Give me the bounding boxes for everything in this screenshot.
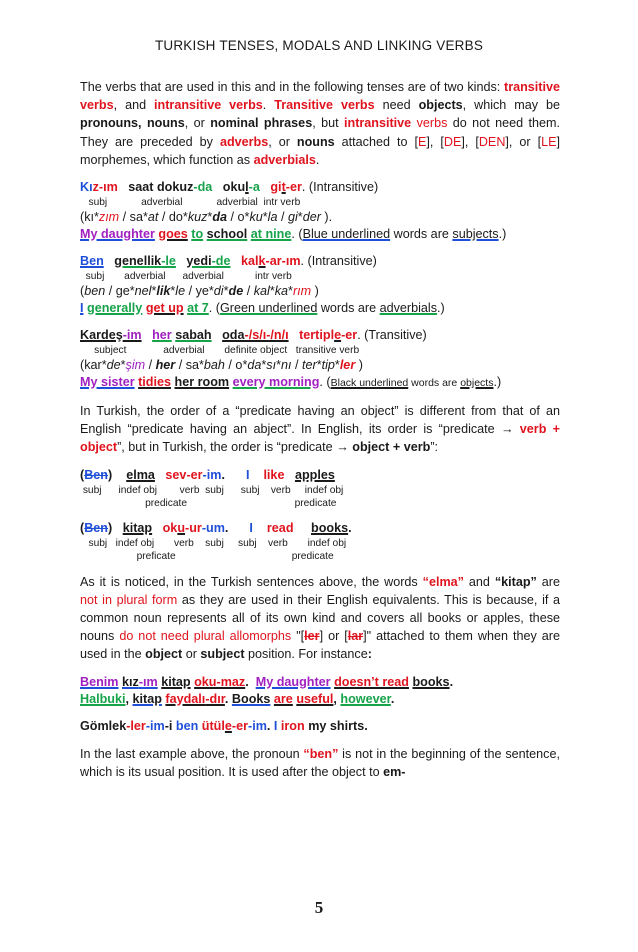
turkish-english-sentence [80, 467, 560, 484]
word: shirts [329, 718, 365, 733]
word: -ım [281, 254, 301, 269]
turkish-sentence [80, 179, 560, 196]
word: l [330, 328, 335, 343]
word: kitap [122, 520, 153, 535]
term-not-plural: not in plural form [80, 592, 178, 607]
syllable: / [243, 284, 254, 299]
syllable: tip [321, 358, 335, 373]
syllable: / [145, 358, 156, 373]
word: every morning [232, 375, 320, 390]
term-object-verb: object + verb [352, 440, 431, 455]
word: doesn’t read [334, 674, 409, 689]
syllable: de [228, 284, 244, 299]
word: .) [437, 301, 445, 316]
word: .) [493, 375, 502, 390]
syllable: de [106, 358, 121, 373]
word: generally [87, 301, 143, 316]
gloss-line: subj adverbial adverbial intr verb [80, 271, 292, 283]
syllable: rım [292, 284, 312, 299]
text-run: , or [184, 116, 211, 131]
ben-paragraph [80, 745, 560, 781]
syllable: ) [355, 358, 363, 373]
word: subjects [452, 227, 499, 242]
word: -/s/ı-/n/ı [244, 328, 289, 343]
word: Kardeş [80, 328, 123, 343]
word: useful [296, 691, 334, 706]
word: -ler [126, 718, 146, 733]
term-intransitive: intransitive [344, 116, 412, 131]
word: I [273, 718, 278, 733]
word: , [125, 691, 133, 706]
word: .) [498, 227, 507, 242]
word: saat dokuz [128, 180, 194, 195]
word: -ım [98, 180, 118, 195]
word: . ( [291, 227, 303, 242]
word: Ben [84, 467, 108, 482]
word: u [177, 520, 186, 535]
word: Halbuki [80, 691, 126, 706]
text-run: In the last example above, the pronoun [80, 746, 304, 761]
word: I [249, 520, 253, 535]
syllable: * [262, 210, 268, 225]
syllable: at [147, 210, 159, 225]
text-run: , and [113, 98, 155, 113]
word: tidies [138, 375, 172, 390]
syllable: le [175, 284, 186, 299]
text-run: The verbs that are used in this and in the following tenses are of two kinds: [80, 80, 504, 94]
word: ben [175, 718, 199, 733]
term-ben: “ben” [303, 746, 339, 761]
term-no-plural-allomorphs: do not need plural allomorphs [119, 629, 292, 644]
page-body [80, 78, 560, 791]
word: -er [341, 328, 358, 343]
text-run: "[ [291, 629, 305, 644]
syllable: ) [311, 284, 319, 299]
syllable: / sa* [175, 358, 204, 373]
syllable: (kar* [80, 358, 107, 373]
syllable: kuz [187, 210, 208, 225]
gloss-line: preficate predicate [80, 550, 334, 562]
word: sev [165, 467, 187, 482]
syllable: ( [80, 284, 85, 299]
word-order-paragraph [80, 402, 560, 457]
text-run: need [374, 98, 419, 113]
example-intransitive-2 [80, 253, 560, 317]
syllable: / [277, 210, 288, 225]
word: -ur [185, 520, 202, 535]
text-run: ”, but in Turkish, the order is “predicate [117, 440, 337, 455]
syllable: * [151, 284, 157, 299]
word: objects [460, 377, 494, 390]
word: kitap [132, 691, 162, 706]
morpheme-e: E [417, 134, 427, 149]
term-verbs: verbs [416, 116, 448, 131]
word: ( [80, 467, 85, 482]
word: Books [231, 691, 271, 706]
word: -a [248, 180, 260, 195]
syllable: la [267, 210, 278, 225]
text-run: ”: [430, 440, 439, 455]
word: -er [231, 718, 249, 733]
pronunciation-line [80, 283, 560, 300]
english-sentence [80, 374, 560, 392]
word: e [334, 328, 342, 343]
syllable: lik [156, 284, 171, 299]
pronunciation-line [80, 209, 560, 226]
word: apples [294, 467, 335, 482]
syllable: * [276, 358, 281, 373]
word: ütül [201, 718, 225, 733]
syllable: sı [266, 358, 277, 373]
syllable: şim [125, 358, 146, 373]
word: -er [285, 180, 302, 195]
syllable: / [291, 358, 302, 373]
syllable: * [120, 358, 126, 373]
word: My sister [80, 375, 135, 390]
term-transitive-verbs: Transitive verbs [274, 98, 375, 113]
syllable: kal [253, 284, 270, 299]
term-nouns: nouns [296, 134, 335, 149]
word: Blue underlined [302, 227, 391, 242]
text-run: position. For instance [244, 647, 368, 662]
term-pronouns-nouns: pronouns, nouns [80, 116, 185, 131]
example-benim-kizim [80, 674, 560, 708]
word: . [266, 718, 274, 733]
page-header: TURKISH TENSES, MODALS AND LINKING VERBS [154, 38, 484, 53]
word: gi [270, 180, 282, 195]
syllable: di [213, 284, 224, 299]
word: . [224, 520, 229, 535]
word: My daughter [255, 674, 331, 689]
sentence-line-1 [80, 674, 560, 691]
word: I [80, 301, 84, 316]
word: My daughter [80, 227, 155, 242]
text-run: , which may be [462, 98, 561, 113]
word: -de [211, 254, 231, 269]
word: to [191, 227, 204, 242]
word: . [348, 520, 352, 535]
syllable: da [247, 358, 262, 373]
example-elma [80, 467, 560, 510]
word: words are [390, 227, 453, 242]
text-run: do not need them. They are preceded by [80, 116, 560, 149]
syllable: ben [84, 284, 106, 299]
word: iron [280, 718, 305, 733]
english-sentence [80, 300, 560, 317]
word: -im [122, 328, 142, 343]
morpheme-de: DE [443, 134, 462, 149]
word: ) [108, 467, 113, 482]
text-run: ], [ [426, 134, 444, 149]
term-intransitive-verbs: intransitive verbs [154, 98, 263, 113]
morpheme-ler: ler [304, 629, 320, 644]
word: at 7 [187, 301, 209, 316]
syllable: ter [301, 358, 317, 373]
example-kitap [80, 520, 560, 563]
syllable: * [297, 210, 303, 225]
text-run: as they are used in their English equivalents. This is because, if a common noun represents all of its own kind and covers all books or apples, these nouns [80, 592, 561, 644]
word: . [224, 691, 232, 706]
word: her room [174, 375, 230, 390]
arrow-icon: → [500, 422, 514, 437]
syllable: gi [287, 210, 298, 225]
word: t [281, 180, 286, 195]
word: -ar [265, 254, 282, 269]
word: . [449, 674, 454, 689]
text-run: ], or [ [505, 134, 542, 149]
syllable: * [288, 284, 293, 299]
word: k [258, 254, 266, 269]
english-sentence [80, 226, 560, 243]
word: yedi [186, 254, 212, 269]
word: , [333, 691, 341, 706]
plural-paragraph [80, 573, 560, 664]
word: -i [164, 718, 173, 733]
gloss-line: subject adverbial definite object transitive verb [80, 345, 360, 357]
term-elma: “elma” [422, 574, 464, 589]
morpheme-le: LE [541, 134, 557, 149]
text-run: ] morphemes, which function as [80, 134, 560, 167]
syllable: nı [280, 358, 292, 373]
word: . [245, 674, 249, 689]
syllable: / ge* [105, 284, 135, 299]
word: ) [108, 520, 113, 535]
example-intransitive-1 [80, 179, 560, 243]
text-run: In Turkish, the order of a “predicate having an object” is different from that of an English “predicate having an abject”. In English, its order is “predicate [80, 404, 560, 437]
word: Kı [80, 180, 93, 195]
word: oku [222, 180, 246, 195]
word: . ( [208, 301, 220, 316]
word: . (Intransitive) [301, 180, 379, 195]
term-subject: subject [200, 647, 245, 662]
term-nominal-phrases: nominal phrases [210, 116, 313, 131]
text-run: ] or [ [319, 629, 348, 644]
syllable: / ye* [185, 284, 214, 299]
term-adverbs: adverbs [219, 134, 269, 149]
syllable: / sa* [119, 210, 148, 225]
text-run: . [315, 152, 320, 167]
text-run: em- [383, 764, 406, 779]
word: read [266, 520, 294, 535]
word: oku [194, 674, 217, 689]
turkish-english-sentence [80, 520, 560, 537]
word: however [340, 691, 391, 706]
gloss-line: subj adverbial adverbial intr verb [80, 197, 301, 209]
syllable: ). [320, 210, 333, 225]
word: . [221, 467, 225, 482]
syllable: * [316, 358, 322, 373]
syllable: * [170, 284, 176, 299]
word: -im [248, 718, 267, 733]
text-run: , or [268, 134, 297, 149]
word: -da [193, 180, 213, 195]
syllable: ler [339, 358, 356, 373]
term-object: object [145, 647, 183, 662]
term-transitive-verbs: transitive verbs [80, 80, 560, 113]
text-run: . [262, 98, 275, 113]
syllable: / o* [224, 358, 248, 373]
syllable: zım [98, 210, 120, 225]
syllable: * [334, 358, 340, 373]
word: words are [317, 301, 380, 316]
word: oda [222, 328, 245, 343]
gloss-line: subj indef obj verb subj subj verb indef obj [80, 484, 344, 496]
word: z [92, 180, 99, 195]
word: -le [161, 254, 176, 269]
word: books [311, 520, 349, 535]
word: Ben [80, 254, 104, 269]
syllable: * [207, 210, 213, 225]
word: are [273, 691, 293, 706]
pronunciation-line [80, 357, 560, 374]
word: her [152, 328, 172, 343]
text-run: ]" attached to them when they are used in the [80, 629, 561, 662]
morpheme-den: DEN [478, 134, 506, 149]
syllable: her [155, 358, 176, 373]
gloss-line: predicate predicate [80, 497, 337, 509]
word: . ( [319, 375, 331, 390]
word: . (Intransitive) [300, 254, 377, 269]
syllable: ku [249, 210, 263, 225]
word: faydalı [165, 691, 206, 706]
word: l [245, 180, 249, 195]
syllable: der [302, 210, 321, 225]
page-number: 5 [314, 898, 324, 917]
gloss-line: subj indef obj verb subj subj verb indef obj [80, 537, 347, 549]
word: Ben [84, 520, 108, 535]
syllable: bah [203, 358, 225, 373]
word: goes [158, 227, 188, 242]
word: I [245, 467, 250, 482]
word: kız [122, 674, 139, 689]
word: adverbials [379, 301, 438, 316]
word: Green underlined [220, 301, 318, 316]
word: e [224, 718, 232, 733]
term-verb-object: verb + object [80, 422, 561, 455]
syllable: da [212, 210, 228, 225]
word: Benim [80, 674, 119, 689]
word: ( [80, 520, 85, 535]
syllable: / do* [158, 210, 188, 225]
syllable: * [261, 358, 267, 373]
word: get up [145, 301, 184, 316]
term-adverbials: adverbials [253, 152, 316, 167]
intro-paragraph [80, 78, 560, 169]
word: kitap [161, 674, 191, 689]
word: kal [241, 254, 259, 269]
word: -maz [216, 674, 246, 689]
syllable: (kı* [80, 210, 99, 225]
syllable: * [223, 284, 229, 299]
text-run: and [463, 574, 495, 589]
word: tertip [299, 328, 331, 343]
word: -dır [205, 691, 225, 706]
word: books [412, 674, 450, 689]
word: like [263, 467, 285, 482]
word: . [364, 718, 368, 733]
word: . [390, 691, 395, 706]
text-run: is not in the beginning of the sentence, which is its usual position. It is used after the object to [80, 746, 560, 779]
word: words are [408, 377, 461, 390]
word: ok [162, 520, 178, 535]
word: Black underlined [330, 377, 409, 390]
term-objects: objects [418, 98, 463, 113]
word: -ım [138, 674, 158, 689]
word: genellik [114, 254, 162, 269]
text-run: As it is noticed, in the Turkish sentences above, the words [80, 574, 423, 589]
word: sabah [175, 328, 212, 343]
word: Gömlek [80, 718, 127, 733]
term-kitap: “kitap” [494, 574, 537, 589]
word: -im [145, 718, 165, 733]
word: -er [186, 467, 203, 482]
word: elma [126, 467, 155, 482]
sentence-line-2 [80, 691, 560, 708]
turkish-sentence [80, 253, 560, 270]
text-run: , but [312, 116, 344, 131]
text-run: or [182, 647, 201, 662]
word: school [206, 227, 248, 242]
syllable: nel [134, 284, 152, 299]
word: my [308, 718, 327, 733]
text-run: : [367, 647, 372, 662]
syllable: ka [274, 284, 289, 299]
example-transitive [80, 327, 560, 392]
word: -im [202, 467, 222, 482]
turkish-sentence [80, 327, 560, 344]
syllable: * [269, 284, 275, 299]
word: at nine [250, 227, 292, 242]
syllable: / o* [227, 210, 250, 225]
text-run: are [536, 574, 560, 589]
word: . (Transitive) [357, 328, 427, 343]
text-run: attached to [ [334, 134, 418, 149]
word: -um [201, 520, 225, 535]
text-run: ], [ [461, 134, 479, 149]
example-gomlek [80, 718, 560, 735]
arrow-icon: → [336, 440, 349, 455]
morpheme-lar: lar [347, 629, 364, 644]
